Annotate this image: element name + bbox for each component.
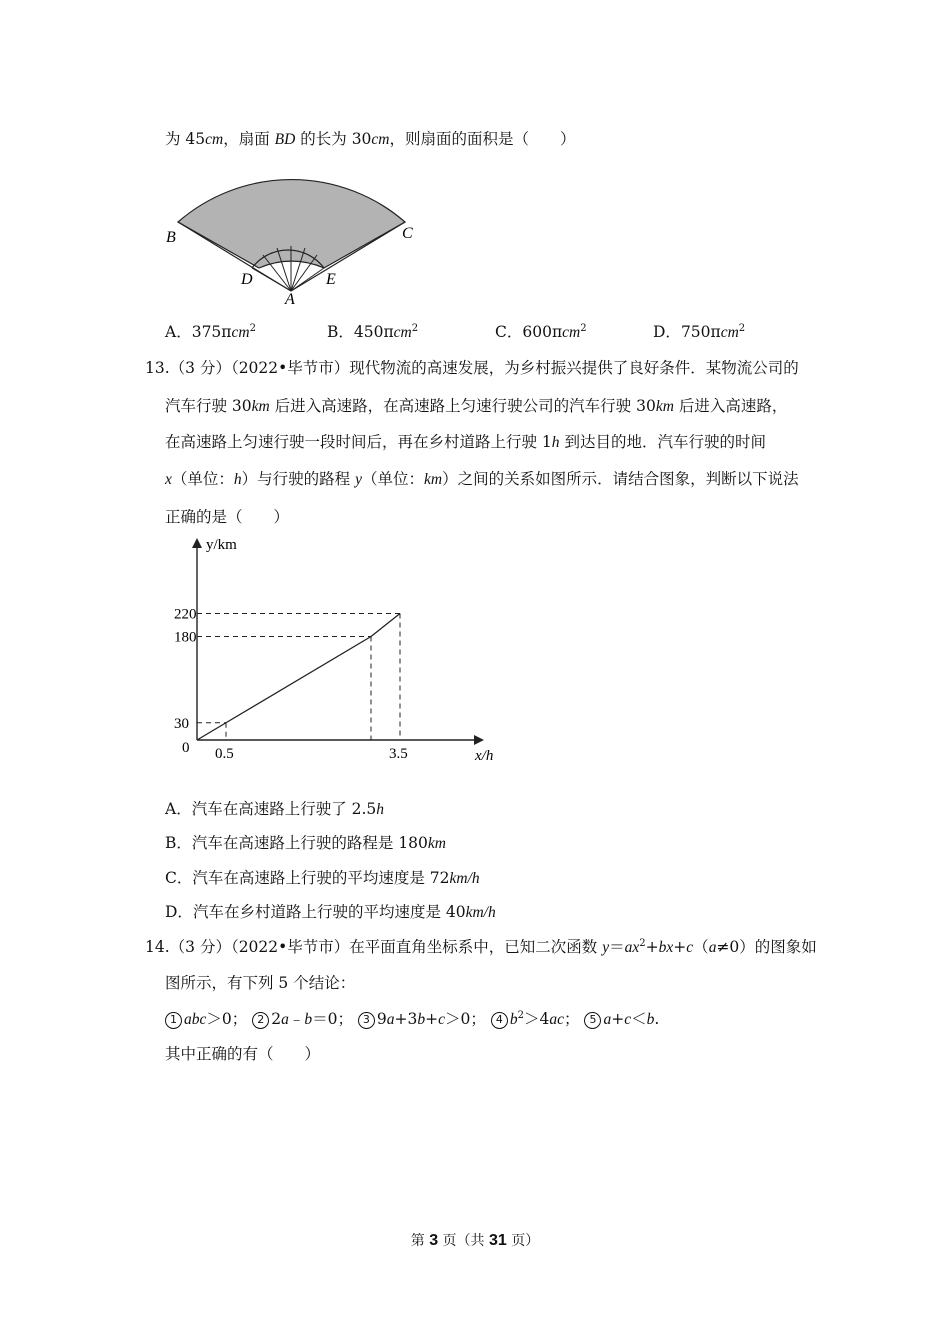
conclusion-4: 4 $b^2>4ac$； — [491, 1010, 580, 1028]
q13-line-4: x（单位：h）与行驶的路程 y（单位：km）之间的关系如图所示．请结合图象，判断以下说法 — [165, 470, 799, 488]
conclusion-5: 5 a+c＜b. — [584, 1010, 659, 1028]
q13-option-c: C．汽车在高速路上行驶的平均速度是 72km/h — [165, 869, 480, 887]
q13-option-d: D．汽车在乡村道路上行驶的平均速度是 40km/h — [165, 903, 496, 921]
page-footer: 第 3 页（共 31 页） — [410, 1232, 540, 1249]
q13-option-b: B．汽车在高速路上行驶的路程是 180km — [165, 834, 446, 852]
q14-line-4: 其中正确的有（ ） — [165, 1045, 321, 1063]
q13-line-3: 在高速路上匀速行驶一段时间后，再在乡村道路上行驶 1h 到达目的地．汽车行驶的时间 — [165, 433, 766, 451]
label-c: C — [402, 225, 413, 242]
y-tick-label-180: 180 — [174, 629, 197, 646]
q13-line-1: 13.（3 分）（2022•毕节市）现代物流的高速发展，为乡村振兴提供了良好条件．某物流公司的 — [145, 359, 799, 377]
label-e: E — [326, 271, 336, 288]
q14-conclusions — [165, 1007, 659, 1029]
q12-option-c: C．600πcm$^2$ — [495, 322, 587, 341]
y-tick-label-220: 220 — [174, 606, 197, 623]
conclusion-1: 1 abc＞0； — [165, 1010, 247, 1028]
label-a: A — [285, 291, 295, 308]
q12-stem: 为 45cm，扇面 BD 的长为 30cm，则扇面的面积是（ ） — [165, 130, 576, 148]
x-tick-label-0.5: 0.5 — [215, 746, 234, 762]
q13-line-5: 正确的是（ ） — [165, 508, 290, 526]
x-tick-label-3.5: 3.5 — [389, 746, 408, 762]
x-axis-label: x/h — [475, 748, 494, 764]
label-b: B — [166, 229, 176, 246]
origin-label: 0 — [182, 740, 190, 756]
label-d: D — [241, 271, 253, 288]
fan-figure — [160, 150, 430, 310]
series-line — [197, 614, 400, 741]
conclusion-2: 2 2a﹣b＝0； — [252, 1010, 353, 1028]
conclusion-3: 3 9a+3b+c＞0； — [358, 1010, 486, 1028]
y-tick-label-30: 30 — [174, 715, 189, 732]
q12-option-d: D．750πcm$^2$ — [653, 322, 746, 341]
distance-time-chart — [160, 530, 520, 770]
y-axis-label: y/km — [206, 537, 237, 553]
q14-line-2: 图所示，有下列 5 个结论： — [165, 974, 356, 992]
q14-line-1: 14.（3 分）（2022•毕节市）在平面直角坐标系中，已知二次函数 $y=ax^2+bx+c(a\ne 0)$的图象如 — [145, 937, 817, 956]
q13-line-2: 汽车行驶 30km 后进入高速路，在高速路上匀速行驶公司的汽车行驶 30km 后进入高速路， — [165, 397, 788, 415]
q13-option-a: A．汽车在高速路上行驶了 2.5h — [165, 800, 385, 818]
q12-option-a: A．375πcm$^2$ — [165, 322, 256, 341]
q12-option-b: B．450πcm$^2$ — [327, 322, 419, 341]
